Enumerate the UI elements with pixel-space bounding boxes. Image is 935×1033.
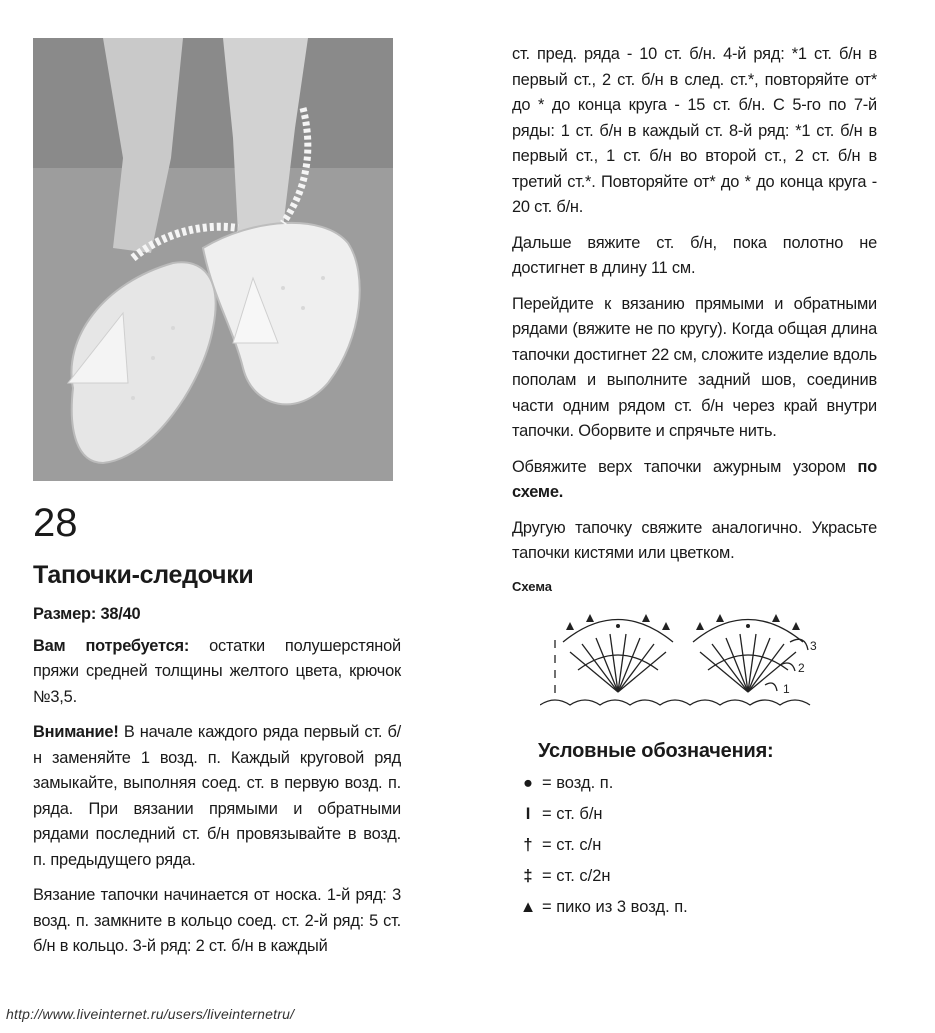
scheme-row-1: 1 xyxy=(783,682,790,696)
edging-bold: по схеме. xyxy=(512,457,878,501)
legend xyxy=(518,768,688,923)
materials-paragraph xyxy=(33,634,401,711)
left-column-text xyxy=(33,602,401,970)
pattern-title: Тапочки-следочки xyxy=(33,561,254,589)
size-value: 38/40 xyxy=(100,605,141,623)
source-watermark-link[interactable]: http://www.liveinternet.ru/users/liveinternetru/ xyxy=(6,1006,295,1022)
attention-label: Внимание! xyxy=(33,723,119,741)
legend-text: = ст. б/н xyxy=(542,805,603,823)
start-paragraph: Вязание тапочки начинается от носка. 1-й ряд: 3 возд. п. замкните в кольцо соед. ст. 2-й ряд: 5 ст. б/н в кольцо. 3-й ряд: 2 ст. б/н в каждый xyxy=(33,886,401,955)
treble-crochet-symbol: ‡ xyxy=(523,867,533,885)
materials-label: Вам потребуется: xyxy=(33,636,190,655)
legend-text: = ст. с/н xyxy=(542,836,602,854)
size-line xyxy=(33,602,401,628)
materials-text: остатки полушерстяной пряжи средней толщины желтого цвета, крючок №3,5. xyxy=(33,636,402,706)
attention-text: В начале каждого ряда первый ст. б/н заменяйте 1 возд. п. Каждый круговой ряд замыкайте, выполняя соед. ст. в первую возд. п. ряда. При вязании прямыми и обратными рядами последний ст. б/н провязывайте в возд. п. предыдущего ряда. xyxy=(33,723,401,869)
slippers-photo xyxy=(33,38,393,481)
legend-text: = возд. п. xyxy=(542,774,614,792)
legend-title: Условные обозначения: xyxy=(538,740,774,762)
edging-paragraph xyxy=(512,455,877,506)
length-paragraph: Дальше вяжите ст. б/н, пока полотно не достигнет в длину 11 см. xyxy=(512,233,877,277)
flat-rows-paragraph: Перейдите к вязанию прямыми и обратными рядами (вяжите не по кругу). Когда общая длина тапочки достигнет 22 см, сложите изделие вдоль пополам и выполните задний шов, соединив части одним рядом ст. б/н через край внутри тапочки. Оборвите и спрячьте нить. xyxy=(512,294,877,440)
legend-item xyxy=(518,892,688,923)
legend-item xyxy=(518,768,688,799)
attention-paragraph xyxy=(33,720,401,873)
legend-item xyxy=(518,861,688,892)
scheme-label: Схема xyxy=(512,579,553,594)
legend-item xyxy=(518,799,688,830)
picot-symbol: ▲ xyxy=(519,898,537,916)
right-column-text xyxy=(512,42,877,577)
scheme-row-3: 3 xyxy=(810,639,817,653)
single-crochet-symbol: I xyxy=(525,805,531,823)
second-slipper-paragraph: Другую тапочку свяжите аналогично. Украсьте тапочки кистями или цветком. xyxy=(512,518,877,562)
size-label: Размер: xyxy=(33,605,97,623)
rows-paragraph: ст. пред. ряда - 10 ст. б/н. 4-й ряд: *1 ст. б/н в первый ст., 2 ст. б/н в след. ст.*, повторяйте от* до * до конца круга - 15 ст. б/н. С 5-го по 7-й ряды: 1 ст. б/н в каждый ст. 8-й ряд: *1 ст. б/н в первый ст., 1 ст. б/н во второй ст., 2 ст. б/н в третий ст.*. Повторяйте от* до * до конца круга - 20 ст. б/н. xyxy=(512,45,877,216)
legend-text: = ст. с/2н xyxy=(542,867,611,885)
legend-item xyxy=(518,830,688,861)
edging-text: Обвяжите верх тапочки ажурным узором xyxy=(512,457,846,476)
pattern-number: 28 xyxy=(33,501,78,545)
legend-text: = пико из 3 возд. п. xyxy=(542,898,688,916)
crochet-scheme xyxy=(540,600,830,715)
double-crochet-symbol: † xyxy=(523,836,533,854)
chain-stitch-symbol: ● xyxy=(523,774,533,792)
scheme-row-2: 2 xyxy=(798,661,805,675)
